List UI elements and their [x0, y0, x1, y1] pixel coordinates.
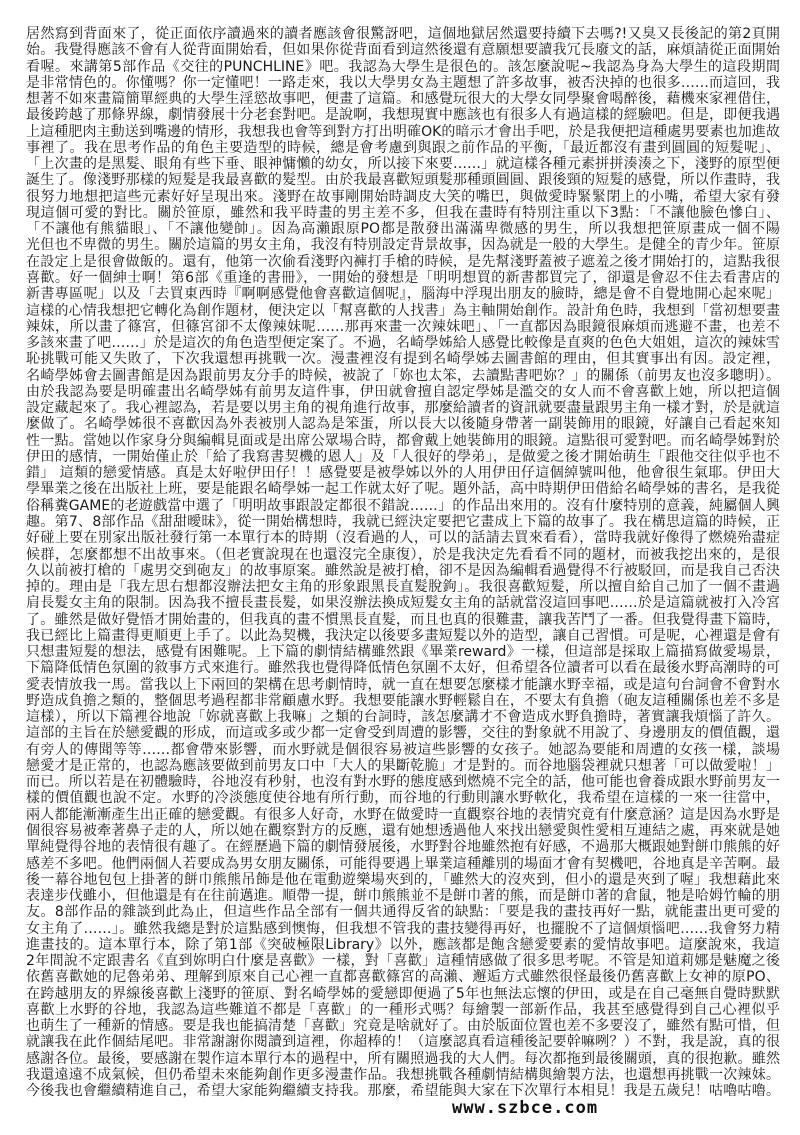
text-line: 下篇降低情色氛圍的敘事方式來進行。雖然我也覺得降低情色氛圍不太好，但希望各位讀者可以看在最後水野高潮時的可: [26, 660, 780, 677]
text-line: 新書專區呢」以及「去買東西時『啊啊感覺他會喜歡這個呢』，腦海中浮現出朋友的臉時，總是會不自覺地開心起來呢」: [26, 286, 780, 303]
text-line: 這部的主旨在於戀愛觀的形成，而這或多或少都一定會受到周遭的影響，交往的對象就不用說了、身邊朋友的價值觀，還: [26, 725, 780, 742]
text-line: 好碰上要在別家出版社發行第一本單行本的時期（沒看過的人，可以的話請去買來看看），當時我就好像得了燃燒殆盡症: [26, 530, 780, 547]
text-line: 個很容易被牽著鼻子走的人，所以她在觀察對方的反應，還有她想透過他人來找出戀愛與性愛相互連結之處，再來就是她: [26, 823, 780, 840]
text-line: 始。我覺得應該不會有人從背面開始看，但如果你從背面看到這然後還有意願想要讀我冗長廢文的話，麻煩請從正面開始: [26, 42, 780, 59]
text-line: 進畫技的。這本單行本，除了第1部《突破極限Library》以外，應該都是飽含戀愛要素的愛情故事吧。這麼說來，我這: [26, 936, 780, 953]
text-line: 樣的價值觀也說不定。水野的冷淡態度使谷地有所行動，而谷地的行動則讓水野軟化，我希望在這樣的一來一往當中，: [26, 790, 780, 807]
text-line: 我還遠遠不成氣候，但仍希望未來能夠創作更多漫畫作品。我想挑戰各種劇情結構與繪製方法，也還想再挑戰一次辣妹。: [26, 1067, 780, 1083]
text-line: 單純覺得谷地的表情很有趣了。在經歷過下篇的劇情發展後，水野對谷地雖然抱有好感，不過那大概跟她對餅巾熊熊的好: [26, 839, 780, 856]
text-line: 感差不多吧。他們兩個人若要成為男女朋友關係，可能得要遇上畢業這種離別的場面才會有契機吧，谷地真是辛苦啊。最: [26, 855, 780, 872]
text-line: 「不讓他有熊貓眼」、「不讓他變帥」。因為高瀨跟原PO都是散發出滿滿卑微感的男生，所以我想把笹原畫成一個不陽: [26, 221, 780, 238]
text-line: 我已經比上篇畫得更順更上手了。以此為契機，我決定以後要多畫短髮以外的造型，讓自己習慣。可是呢，心裡還是會有: [26, 627, 780, 644]
text-line: 想著不如來畫篇簡單經典的大學生淫慾故事吧，便畫了這篇。和感覺玩很大的大學女同學聚會喝醉後，藉機來家裡借住，: [26, 91, 780, 108]
text-line: 名崎學姊會去圖書館是因為跟前男友分手的時候，被說了「妳也太笨，去讀點書吧妳？」的關係（前男友也沒多聰明）。: [26, 367, 780, 384]
text-line: 喜歡。好一個紳士啊！第6部《重逢的書冊》，一開始的發想是「明明想買的新書都買完了，卻還是會忍不住去看書店的: [26, 269, 780, 286]
text-line: 後一幕谷地包包上掛著的餅巾熊熊吊飾是他在電動遊樂場夾到的，「雖然大的沒夾到，但小的還是夾到了喔」我想藉此來: [26, 871, 780, 888]
text-line: 感謝各位。最後，要感謝在製作這本單行本的過程中，所有關照過我的大人們。每次都拖到最後關頭，真的很抱歉。雖然: [26, 1050, 780, 1067]
text-line: 最後跨越了那條界線，劇情發展十分老套對吧。是說啊，我想現實中應該也有很多人有過這樣的經驗吧。但是，即便我遇: [26, 107, 780, 124]
text-line: 而已。所以若是在初體驗時，谷地沒有秒射，也沒有對水野的態度感到燃燒不完全的話，他可能也會養成跟水野前男友一: [26, 774, 780, 791]
text-line: 這樣的心情我想把它轉化為創作題材，便決定以「幫喜歡的人找書」為主軸開始創作。設計角色時，我想到「當初想要畫: [26, 302, 780, 319]
text-line: 麼做了。名崎學姊很不喜歡因為外表被別人認為是笨蛋，所以長大以後隨身帶著一副裝飾用的眼鏡，好讓自己看起來知: [26, 416, 780, 433]
text-line: 性一點。當她以作家身分與編輯見面或是出席公眾場合時，都會戴上她裝飾用的眼鏡。這點很可愛對吧。而名崎學姊對於: [26, 432, 780, 449]
text-line: 由於我認為要是明確畫出名崎學姊有前男友這件事，伊田就會擅自認定學姊是濫交的女人而不會喜歡上她，所以把這個: [26, 383, 780, 400]
text-line: 伊田的感情，一開始僅止於「給了我寫書契機的恩人」及「人很好的學弟」，是做愛之後才開始萌生「跟他交往似乎也不: [26, 448, 780, 465]
text-line: 設定藏起來了。我心裡認為，若是要以男主角的視角進行故事，那麼給讀者的資訊就要盡量跟男主角一樣才對，於是就這: [26, 400, 780, 417]
text-line: 候群，怎麼都想不出故事來。（但老實說現在也還沒完全康復），於是我決定先看看不同的題材，而被我挖出來的，是很: [26, 546, 780, 563]
watermark-url: www.szbce.com: [452, 1098, 599, 1118]
text-line: 趣。第7、8部作品《甜甜曖昧》，從一開始構想時，我就已經決定要把它畫成上下篇的故事了。我在構思這篇的時候，正: [26, 513, 780, 530]
text-line: 依舊喜歡她的尼魯弟弟、理解到原來自己心裡一直都喜歡篠宮的高瀨、邂逅方式雖然很怪最後仍舊喜歡上女神的原PO、: [26, 969, 780, 986]
text-line: 辣妹，所以畫了篠宮，但篠宮卻不太像辣妹呢……那再來畫一次辣妹吧」、「一直都因為眼鏡很麻煩而逃避不畫，也差不: [26, 318, 780, 335]
text-line: 就讓我在此作個結尾吧。非常謝謝你閱讀到這裡，你超棒的！（這麼認真看這種後記要幹嘛咧？）不對，我是說，真的很: [26, 1034, 780, 1051]
text-line: 居然寫到背面來了，從正面依序讀過來的讀者應該會很驚訝吧，這個地獄居然還要持續下去嗎?!又臭又長後記的第2頁開: [26, 26, 780, 42]
text-line: 女主角了……」。雖然我總是對於這點感到懊悔，但我想不管我的畫技變得再好，也擺脫不了這個煩惱吧……我會努力精: [26, 920, 780, 937]
text-line: 在跨越朋友的界線後喜歡上淺野的笹原、對名崎學姊的愛戀即便過了5年也無法忘懷的伊田，或是在自己毫無自覺時默默: [26, 985, 780, 1002]
text-line: 光但也不卑微的男生。關於這篇的男女主角，我沒有特別設定背景故事，因為就是一般的大學生。是健全的青少年。笹原: [26, 237, 780, 254]
text-line: 很努力地想把這些元素好好呈現出來。淺野在故事剛開始時調皮大笑的嘴巴，與做愛時緊緊閉上的小嘴，希望大家有發: [26, 188, 780, 205]
text-line: 多該來畫了吧……」於是這次的角色造型便定案了。不過，名崎學姊給人感覺比較像是直爽的色色大姐姐，這次的辣妹雪: [26, 335, 780, 352]
text-line: 錯」 這類的戀愛情感。真是太好啦伊田仔！！感覺要是被學姊以外的人用伊田仔這個綽號叫他，他會很生氣耶。伊田大: [26, 465, 780, 482]
text-line: 只想畫短髮的想法，感覺有困難呢。上下篇的劇情結構雖然跟《畢業reward》一樣，但這部是採取上篇描寫做愛場景，: [26, 644, 780, 661]
text-line: 肩長髮女主角的限制。因為我不擅長畫長髮，如果沒辦法換成短髮女主角的話就當沒這回事吧……於是這篇就被打入冷宮: [26, 595, 780, 612]
text-line: 也萌生了一種新的情感。要是我也能搞清楚「喜歡」究竟是啥就好了。由於版面位置也差不多要沒了，雖然有點可惜，但: [26, 1018, 780, 1035]
text-line: 恥挑戰可能又失敗了，下次我還想再挑戰一次。漫畫裡沒有提到名崎學姊去圖書館的理由，但其實事出有因。設定裡，: [26, 351, 780, 368]
text-line: 野造成負擔之類的，整個思考過程都非常顧慮水野。我想要能讓水野輕鬆自在，不要太有負擔（砲友這種關係也差不多是: [26, 692, 780, 709]
text-line: 學畢業之後在出版社上班，要是能跟名崎學姊一起工作就太好了呢。題外話，高中時期伊田借給名崎學姊的書名，是我從: [26, 481, 780, 498]
text-line: 愛表情放我一馬。當我以上下兩回的架構在思考劇情時，就一直在想要怎麼樣才能讓水野幸福，或是這句台詞會不會對水: [26, 676, 780, 693]
text-line: 今後我也會繼續精進自己，希望大家能夠繼續支持我。那麼，希望能與大家在下次單行本相見！我是五歲兒！咕嚕咕嚕。: [26, 1083, 780, 1100]
text-line: 久以前被打槍的「處男交到砲友」的故事原案。雖然說是被打槍，卻不是因為編輯看過覺得不行被駁回，而是我自己否決: [26, 562, 780, 579]
text-line: 上這種肥肉主動送到嘴邊的情形，我想我也會等到對方打出明確OK的暗示才會出手吧，於是我便把這種處男要素也加進故: [26, 123, 780, 140]
afterword-text-block: [26, 26, 780, 1100]
text-line: 兩人都能漸漸產生出正確的戀愛觀。有很多人好奇，水野在做愛時一直觀察谷地的表情究竟有什麼意涵？這是因為水野是: [26, 806, 780, 823]
text-line: 戀愛才是正常的，也認為應該要做到前男友口中「大人的果斷乾脆」才是對的。而谷地腦袋裡就只想著「可以做愛啦！」: [26, 757, 780, 774]
text-line: 這樣），所以下篇裡谷地說「妳就喜歡上我嘛」之類的台詞時，該怎麼講才不會造成水野負擔時，著實讓我煩惱了許久。: [26, 709, 780, 726]
text-line: 是非常情色的。你懂嗎？你一定懂吧！一路走來，我以大學男女為主題想了許多故事，被否決掉的也很多……而這回，我: [26, 74, 780, 91]
text-line: 在設定上是很會做飯的。還有，他第一次偷看淺野內褲打手槍的時候，是先幫淺野蓋被子遮羞之後才開始打的，這點我很: [26, 253, 780, 270]
text-line: 有旁人的傳聞等等……都會帶來影響，而水野就是個很容易被這些影響的女孩子。她認為要能和周遭的女孩一樣，談場: [26, 741, 780, 758]
text-line: 掉的。理由是「我左思右想都沒辦法把女主角的形象跟黑長直髮脫鉤」。我很喜歡短髮，所以擅自給自己加了一個不畫過: [26, 579, 780, 596]
text-line: 誕生了。像淺野那樣的短髮是我最喜歡的髮型。由於我最喜歡短頭髮那種頭圓圓、跟後頸的短髮的感覺，所以作畫時，我: [26, 172, 780, 189]
text-line: 友。8部作品的雜談到此為止，但這些作品全部有一個共通得反省的缺點：「要是我的畫技再好一點，就能畫出更可愛的: [26, 904, 780, 921]
text-line: 俗稱糞GAME的老遊戲當中選了「明明故事跟設定都很不錯說……」的作品出來用的。沒有什麼特別的意義，純屬個人興: [26, 497, 780, 514]
text-line: 表達步伐雖小，但他還是有在往前邁進。順帶一提，餅巾熊熊並不是餅巾著的熊，而是餅巾著的倉鼠，牠是哈姆竹輪的朋: [26, 888, 780, 905]
text-line: 了。雖然是做好覺悟才開始畫的，但我真的畫不慣黑長直髮，而且也真的很難畫，讓我苦鬥了一番。但我覺得畫下篇時，: [26, 611, 780, 628]
text-line: 2年間說不定跟書名《直到妳明白什麼是喜歡》一樣，對「喜歡」這種情感做了很多思考呢。不管是知道莉娜是魅魔之後: [26, 953, 780, 970]
text-line: 「上次畫的是黑髮、眼角有些下垂、眼神慵懶的幼女，所以接下來要……」就這樣各種元素拼拼湊湊之下，淺野的原型便: [26, 156, 780, 173]
text-line: 事裡了。我在思考作品的角色主要造型的時候，總是會考慮到與跟之前作品的平衡，「最近都沒有畫到圓圓的短髮呢」、: [26, 139, 780, 156]
text-line: 現這個可愛的對比。關於笹原，雖然和我平時畫的男主差不多，但我在畫時有特別注重以下3點：「不讓他臉色慘白」、: [26, 204, 780, 221]
text-line: 喜歡上水野的谷地，我認為這些難道不都是「喜歡」的一種形式嗎？每繪製一部新作品，我甚至感覺得到自己心裡似乎: [26, 1001, 780, 1018]
text-line: 看喔。來講第5部作品《交往的PUNCHLINE》吧。我認為大學生是很色的。該怎麼說呢~我認為身為大學生的這段期間: [26, 58, 780, 75]
